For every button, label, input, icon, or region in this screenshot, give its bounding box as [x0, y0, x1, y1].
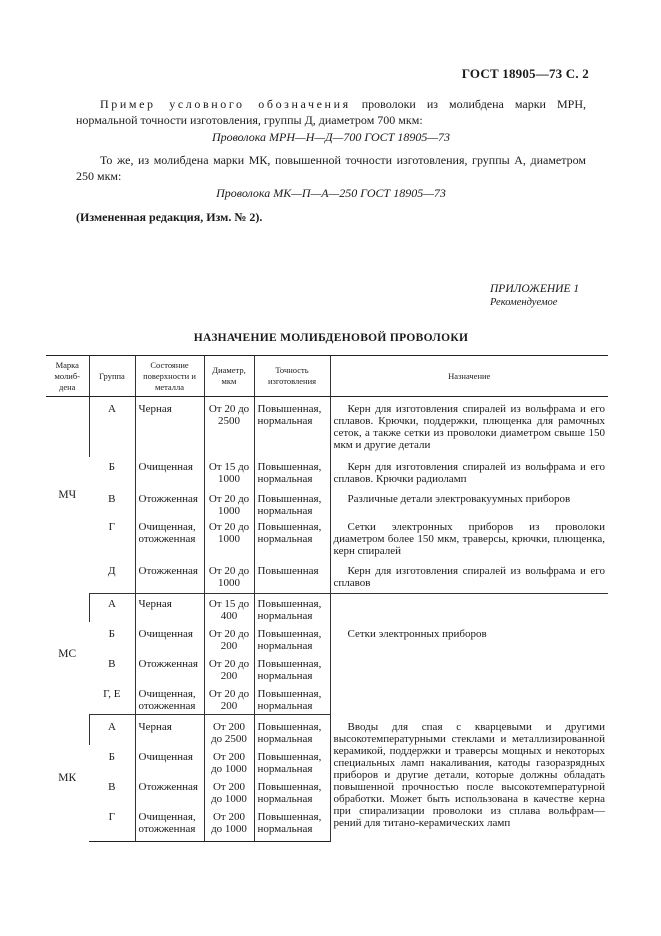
- table-row: [46, 561, 608, 594]
- state-cell: Очищенная, отожженная: [135, 805, 204, 842]
- accuracy-cell: Повышенная, нормальная: [254, 397, 330, 458]
- purpose-cell: [330, 397, 608, 458]
- diameter-cell: От 200 до 2500: [204, 715, 254, 746]
- purpose-text: Сетки электронных приборов из проволоки диаметром более 150 мкм, траверсы, крючки, плющенка, керн спиралей: [333, 521, 605, 557]
- purpose-cell: [330, 715, 608, 842]
- purpose-cell: [330, 517, 608, 561]
- appendix-status: Рекомендуемое: [490, 297, 558, 308]
- table-row: [46, 489, 608, 517]
- group-cell: Г, Е: [89, 682, 135, 715]
- diameter-cell: От 20 до 2500: [204, 397, 254, 458]
- purpose-table: [46, 355, 608, 842]
- mark-cell: МЧ: [58, 489, 77, 502]
- state-cell: Очищенная: [135, 745, 204, 775]
- header-group: Группа: [89, 356, 135, 397]
- purpose-cell: [330, 457, 608, 489]
- header-accuracy: Точность изготовления: [254, 356, 330, 397]
- second-paragraph: [76, 152, 586, 184]
- group-cell: Б: [108, 628, 115, 640]
- diameter-cell: От 200 до 1000: [204, 805, 254, 842]
- diameter-cell: От 15 до 400: [204, 594, 254, 623]
- example-paragraph: [76, 96, 586, 128]
- purpose-cell: [330, 489, 608, 517]
- formula-2: Проволока МК—П—А—250 ГОСТ 18905—73: [216, 186, 446, 200]
- table-row: [46, 715, 608, 746]
- diameter-cell: От 20 до 1000: [204, 561, 254, 594]
- state-cell: Отожженная: [135, 652, 204, 682]
- table-row: [46, 457, 608, 489]
- group-cell: В: [108, 781, 116, 793]
- diameter-cell: От 20 до 1000: [204, 489, 254, 517]
- appendix-label: ПРИЛОЖЕНИЕ 1: [490, 283, 580, 295]
- state-cell: Очищенная, отожженная: [135, 517, 204, 561]
- group-cell: Д: [89, 561, 135, 594]
- state-cell: Черная: [135, 715, 204, 746]
- formula-1: Проволока МРН—Н—Д—700 ГОСТ 18905—73: [211, 130, 451, 144]
- diameter-cell: От 15 до 1000: [204, 457, 254, 489]
- header-purpose: Назначение: [330, 356, 608, 397]
- purpose-text: Вводы для спая с кварцевыми и другими высокотемпературными стеклами и металлизированной керамикой, поддержки и траверсы мощных и некоторых специальных ламп накаливания, катоды газоразрядных приборов и другие детали, которые должны обладать повышенной прочностью после высокотемпературной обработки. Может быть использована в качестве керна при спирализации проволоки из сплава вольфрам—рений для титано-керамических ламп: [333, 720, 605, 829]
- state-cell: Отожженная: [135, 775, 204, 805]
- purpose-cell: [330, 594, 608, 715]
- diameter-cell: От 200 до 1000: [204, 745, 254, 775]
- diameter-cell: От 200 до 1000: [204, 775, 254, 805]
- group-cell: Г: [108, 521, 115, 533]
- header-state: Состояние поверхности и металла: [135, 356, 204, 397]
- diameter-cell: От 20 до 1000: [204, 517, 254, 561]
- purpose-text: Сетки электронных приборов: [347, 628, 487, 640]
- header-mark: Марка молиб-дена: [46, 356, 89, 397]
- state-cell: Очищенная, отожженная: [135, 682, 204, 715]
- accuracy-cell: Повышенная, нормальная: [254, 682, 330, 715]
- state-cell: Отожженная: [135, 489, 204, 517]
- accuracy-cell: Повышенная, нормальная: [254, 517, 330, 561]
- group-cell: Б: [108, 461, 115, 473]
- header-diameter: Диаметр, мкм: [204, 356, 254, 397]
- accuracy-cell: Повышенная, нормальная: [254, 652, 330, 682]
- diameter-cell: От 20 до 200: [204, 652, 254, 682]
- table-title: НАЗНАЧЕНИЕ МОЛИБДЕНОВОЙ ПРОВОЛОКИ: [193, 332, 469, 344]
- second-text: То же, из молибдена марки МК, повышенной точности изготовления, группы А, диаметром 250 мкм:: [76, 153, 586, 183]
- table-row: [46, 517, 608, 561]
- table-header-row: [46, 356, 608, 397]
- accuracy-cell: Повышенная, нормальная: [254, 805, 330, 842]
- purpose-text: Керн для изготовления спиралей из вольфрама и его сплавов. Крючки радиоламп: [333, 461, 605, 485]
- accuracy-cell: Повышенная, нормальная: [254, 715, 330, 746]
- page-header: ГОСТ 18905—73 С. 2: [461, 66, 589, 81]
- diameter-cell: От 20 до 200: [204, 682, 254, 715]
- accuracy-cell: Повышенная, нормальная: [254, 594, 330, 623]
- accuracy-cell: Повышенная: [254, 561, 330, 594]
- group-cell: А: [89, 715, 135, 746]
- group-cell: А: [89, 397, 135, 458]
- example-label: Пример условного обозначения: [100, 97, 351, 111]
- mark-cell: МС: [58, 648, 77, 660]
- diameter-cell: От 20 до 200: [204, 622, 254, 652]
- state-cell: Черная: [135, 397, 204, 458]
- purpose-text: Различные детали электровакуумных приборов: [347, 493, 571, 505]
- mark-cell: МК: [58, 772, 77, 784]
- state-cell: Очищенная: [135, 622, 204, 652]
- accuracy-cell: Повышенная, нормальная: [254, 745, 330, 775]
- state-cell: Черная: [135, 594, 204, 623]
- purpose-cell: [330, 561, 608, 594]
- accuracy-cell: Повышенная, нормальная: [254, 457, 330, 489]
- purpose-text: Керн для изготовления спиралей из вольфрама и его сплавов. Крючки, поддержки, плющенка для рамочных сеток, а также сетки из проволоки диаметром свыше 150 мкм и другие детали: [333, 403, 605, 451]
- state-cell: Очищенная: [135, 457, 204, 489]
- accuracy-cell: Повышенная, нормальная: [254, 775, 330, 805]
- example-text: проволоки из молибдена марки МРН, нормальной точности изготовления, группы Д, диаметром 700 мкм:: [76, 97, 587, 127]
- group-cell: Г: [89, 805, 135, 842]
- accuracy-cell: Повышенная, нормальная: [254, 489, 330, 517]
- group-cell: В: [108, 493, 116, 505]
- accuracy-cell: Повышенная, нормальная: [254, 622, 330, 652]
- group-cell: Б: [108, 751, 115, 763]
- purpose-text: Керн для изготовления спиралей из вольфрама и его сплавов: [333, 565, 605, 589]
- group-cell: В: [108, 658, 116, 670]
- table-row: [46, 594, 608, 623]
- state-cell: Отожженная: [135, 561, 204, 594]
- table-row: [46, 397, 608, 458]
- changed-note: (Измененная редакция, Изм. № 2).: [76, 210, 263, 224]
- group-cell: А: [89, 594, 135, 623]
